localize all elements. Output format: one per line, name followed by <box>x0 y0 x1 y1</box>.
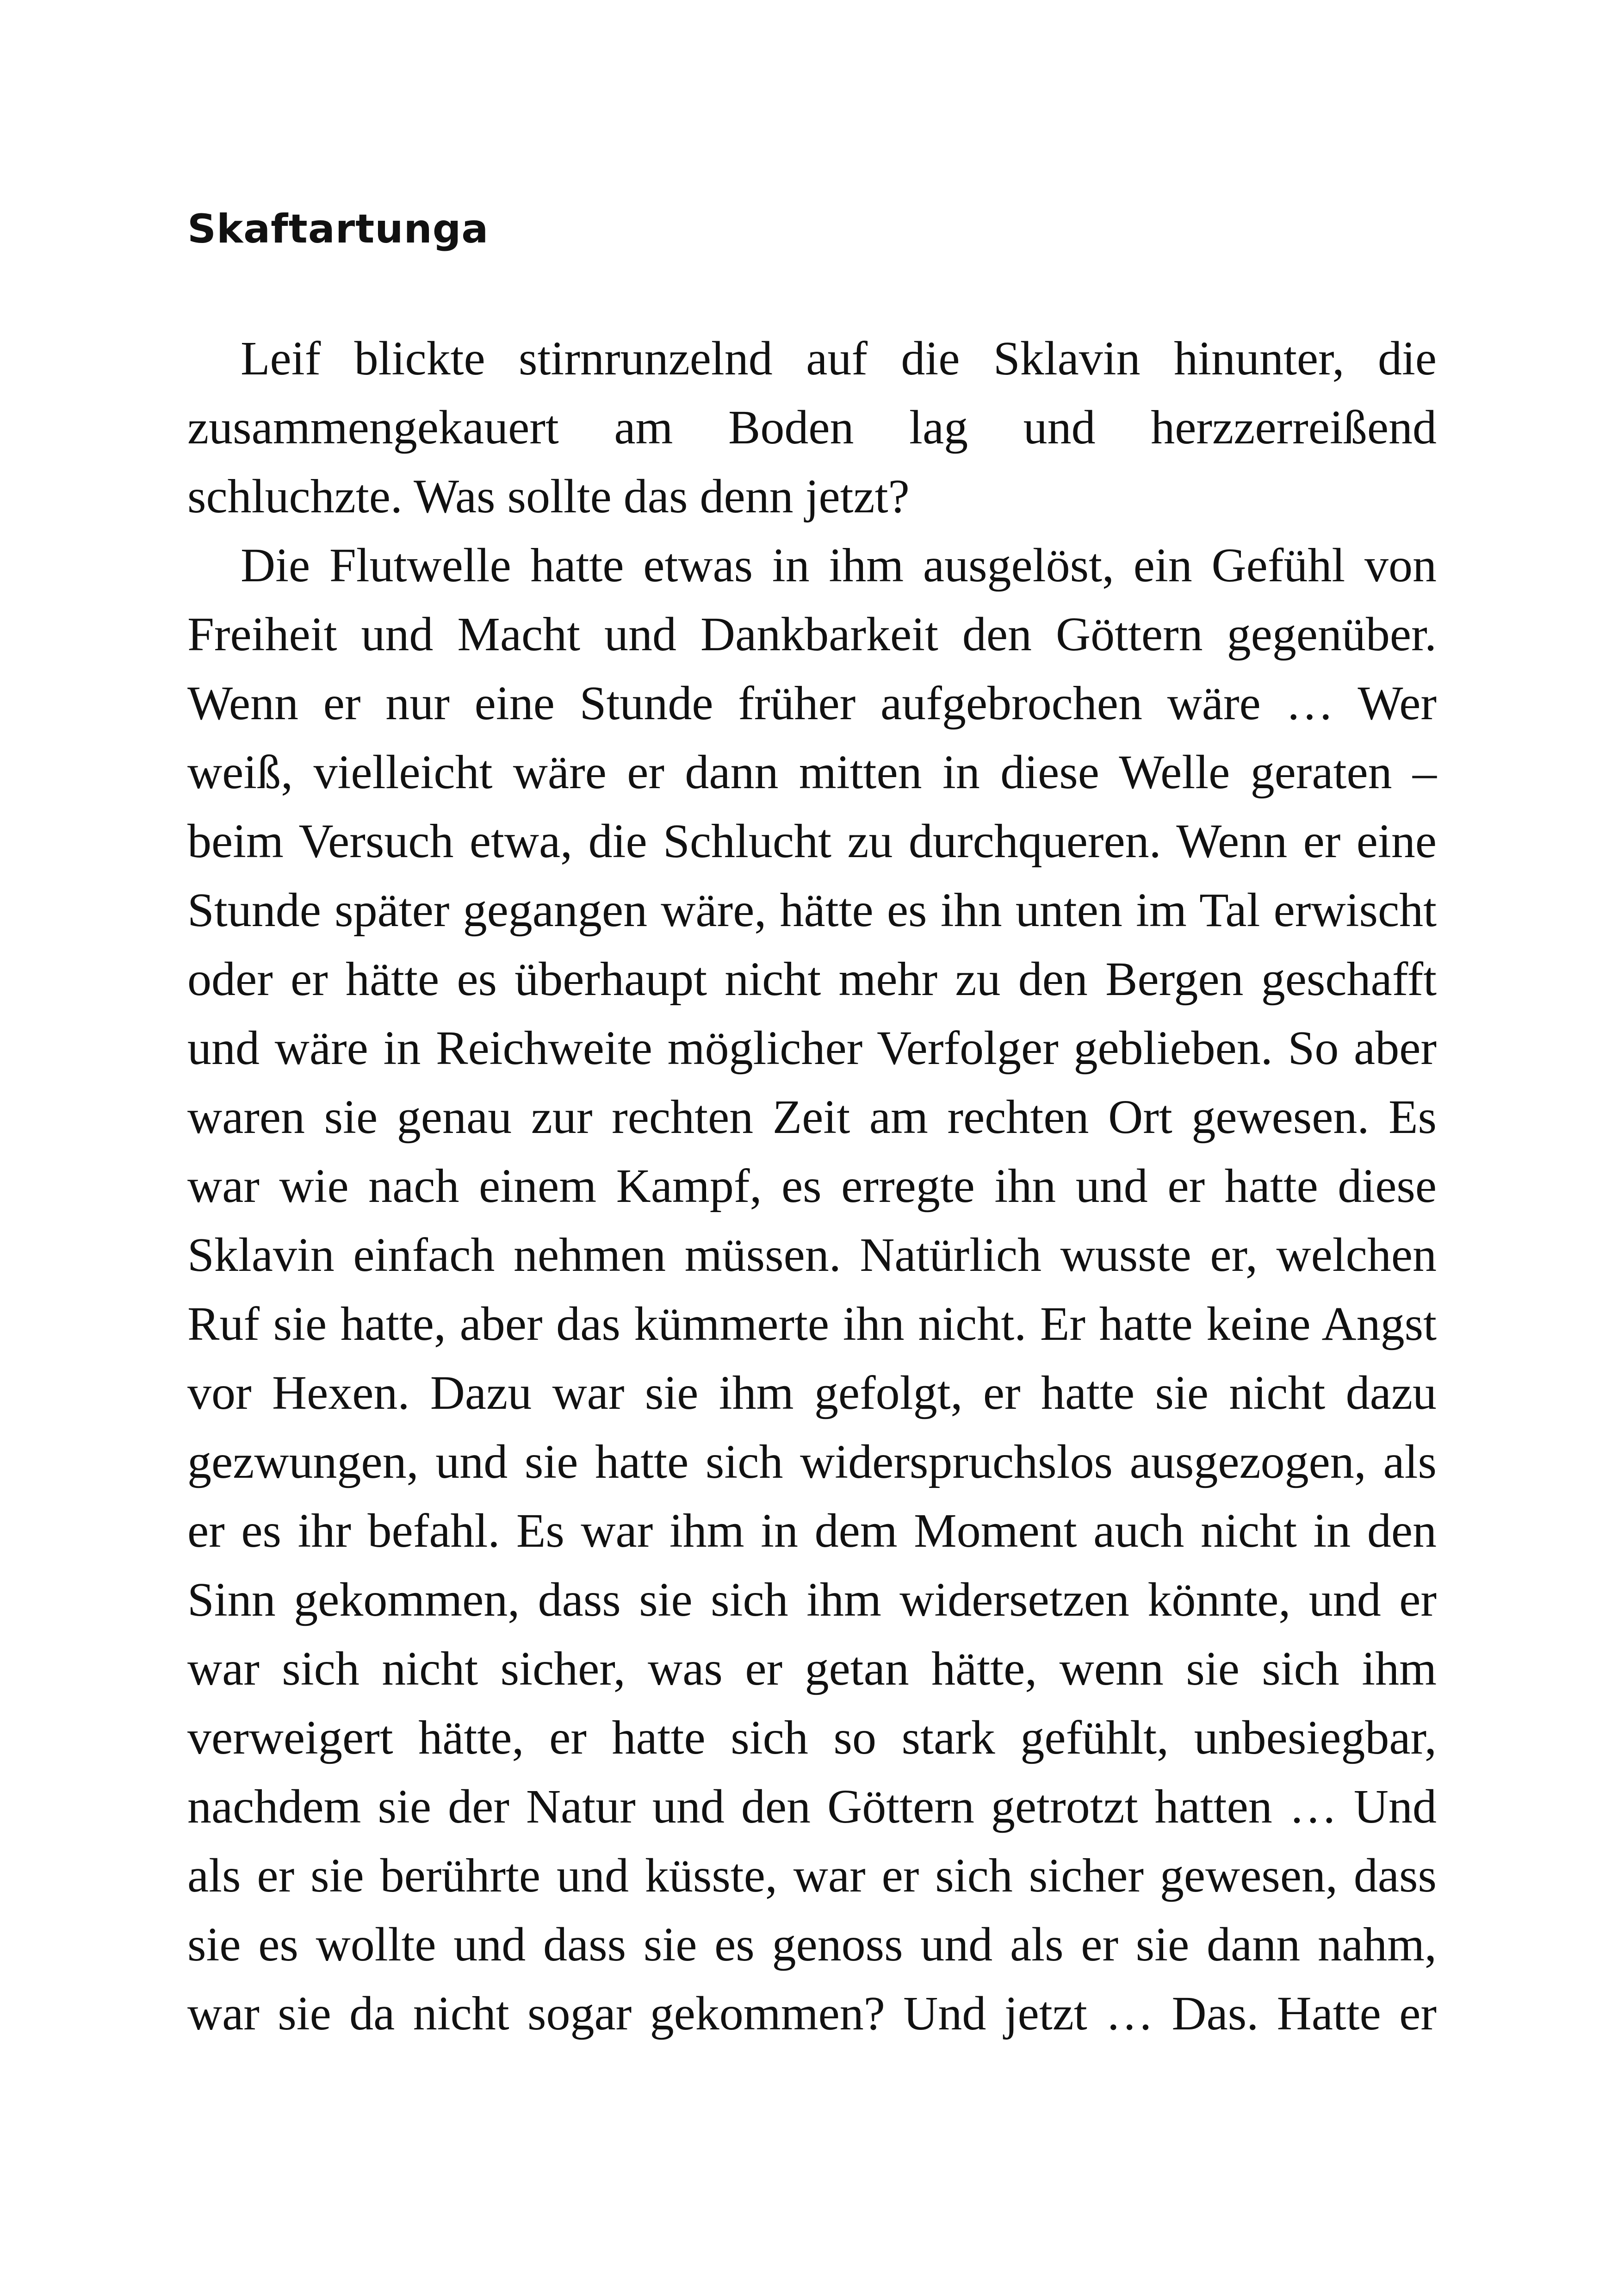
book-page <box>187 204 1437 2048</box>
paragraph: Leif blickte stirnrunzelnd auf die Sklavin hinunter, die zusammengekauert am Boden lag und herzzerreißend schluchzte. Was sollte das denn jetzt? <box>187 332 1437 523</box>
chapter-title: Skaftartunga <box>187 206 489 252</box>
paragraph: Die Flutwelle hatte etwas in ihm ausgelöst, ein Gefühl von Freiheit und Macht und Dankbarkeit den Göttern gegenüber. Wenn er nur eine Stunde früher aufgebrochen wäre … Wer weiß, vielleicht wäre er dann mitten in diese Welle geraten – beim Versuch etwa, die Schlucht zu durchqueren. Wenn er eine Stunde später gegangen wäre, hätte es ihn unten im Tal erwischt oder er hätte es überhaupt nicht mehr zu den Bergen geschafft und wäre in Reichweite möglicher Verfolger geblieben. So aber waren sie genau zur rechten Zeit am rechten Ort gewesen. Es war wie nach einem Kampf, es erregte ihn und er hatte diese Sklavin einfach nehmen müssen. Natürlich wusste er, welchen Ruf sie hatte, aber das kümmerte ihn nicht. Er hatte keine Angst vor Hexen. Dazu war sie ihm gefolgt, er hatte sie nicht dazu gezwungen, und sie hatte sich widerspruchslos ausgezogen, als er es ihr befahl. Es war ihm in dem Moment auch nicht in den Sinn gekommen, dass sie sich ihm widersetzen könnte, und er war sich nicht sicher, was er getan hätte, wenn sie sich ihm verweigert hätte, er hatte sich so stark gefühlt, unbesiegbar, nachdem sie der Natur und den Göttern getrotzt hatten … Und als er sie berührte und küsste, war er sich sicher gewesen, dass sie es wollte und dass sie es genoss und als er sie dann nahm, war sie da nicht sogar gekommen? Und jetzt … Das. Hatte er <box>187 539 1437 2040</box>
